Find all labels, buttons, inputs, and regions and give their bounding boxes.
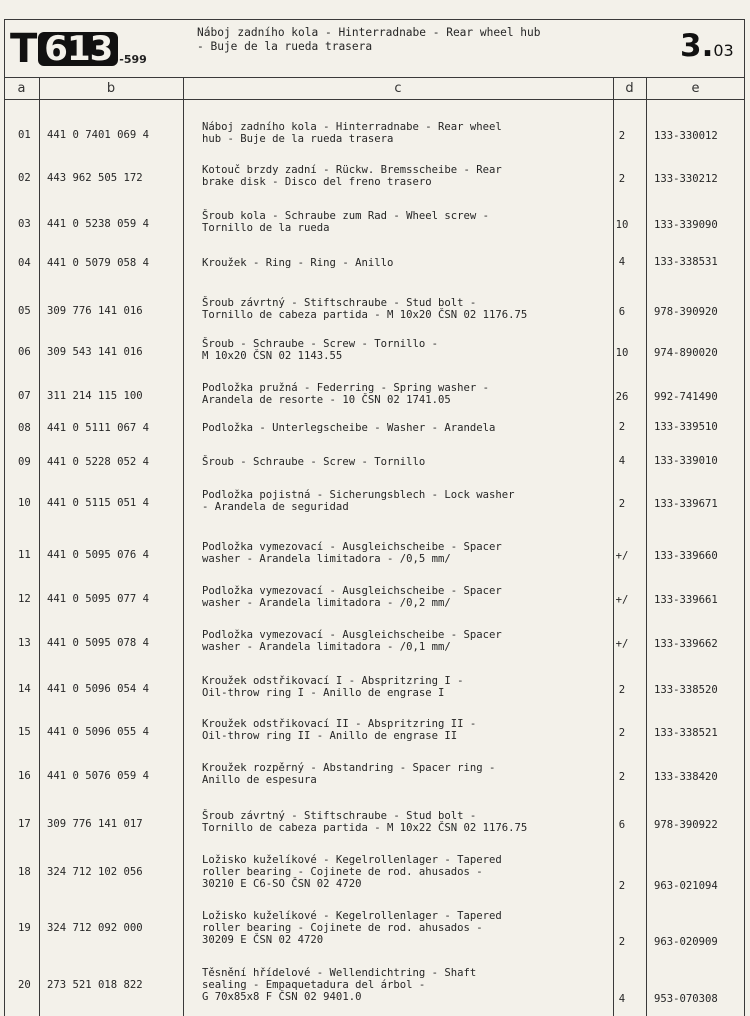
position-number: 02	[18, 172, 31, 184]
catalog-code: 133-339010	[654, 455, 718, 467]
quantity: 2	[618, 771, 626, 783]
position-number: 05	[18, 305, 31, 317]
catalog-code: 133-338520	[654, 684, 718, 696]
part-number: 441 0 5095 077 4	[47, 593, 150, 605]
description-line: Podložka vymezovací - Ausgleichscheibe - Spacer	[202, 629, 502, 641]
catalog-code: 133-330212	[654, 173, 718, 185]
description-line: M 10x20 ČSN 02 1143.55	[202, 350, 343, 362]
description-line: roller bearing - Cojinete de rod. ahusados -	[202, 922, 483, 934]
quantity: 6	[618, 819, 626, 831]
description-line: Kotouč brzdy zadní - Rückw. Bremsscheibe - Rear	[202, 164, 502, 176]
description-line: Anillo de espesura	[202, 774, 317, 786]
quantity: 2	[618, 684, 626, 696]
catalog-code: 133-339662	[654, 638, 718, 650]
page-header	[4, 19, 745, 78]
position-number: 13	[18, 637, 31, 649]
part-number: 441 0 5238 059 4	[47, 218, 150, 230]
position-number: 18	[18, 866, 31, 878]
quantity: 10	[615, 347, 629, 359]
position-number: 04	[18, 257, 31, 269]
tatra-logo	[10, 26, 147, 72]
quantity: +/	[615, 594, 629, 606]
description-line: Podložka - Unterlegscheibe - Washer - Arandela	[202, 422, 496, 434]
description-line: brake disk - Disco del freno trasero	[202, 176, 432, 188]
catalog-code: 978-390920	[654, 306, 718, 318]
page-title	[197, 26, 541, 54]
description-line: Kroužek odstřikovací II - Abspritzring II -	[202, 718, 477, 730]
description-line: Náboj zadního kola - Hinterradnabe - Rear wheel	[202, 121, 502, 133]
description-line: - Arandela de seguridad	[202, 501, 349, 513]
description-line: Kroužek rozpěrný - Abstandring - Spacer ring -	[202, 762, 496, 774]
description-line: G 70x85x8 F ČSN 02 9401.0	[202, 991, 362, 1003]
quantity: 2	[618, 173, 626, 185]
column-rule	[183, 78, 184, 1016]
part-number: 309 776 141 016	[47, 305, 143, 317]
logo-suffix: -599	[119, 52, 147, 66]
part-number: 441 0 5076 059 4	[47, 770, 150, 782]
column-rule	[646, 78, 647, 1016]
position-number: 11	[18, 549, 31, 561]
description-line: Šroub závrtný - Stiftschraube - Stud bolt -	[202, 297, 477, 309]
position-number: 08	[18, 422, 31, 434]
catalog-code: 963-020909	[654, 936, 718, 948]
position-number: 12	[18, 593, 31, 605]
position-number: 17	[18, 818, 31, 830]
title-line-1: Náboj zadního kola - Hinterradnabe - Rear wheel hub	[197, 26, 541, 39]
quantity: 2	[618, 421, 626, 433]
catalog-code: 974-890020	[654, 347, 718, 359]
quantity: 4	[618, 256, 626, 268]
description-line: Šroub závrtný - Stiftschraube - Stud bolt -	[202, 810, 477, 822]
catalog-code: 963-021094	[654, 880, 718, 892]
description-line: Arandela de resorte - 10 ČSN 02 1741.05	[202, 394, 451, 406]
catalog-code: 992-741490	[654, 391, 718, 403]
position-number: 16	[18, 770, 31, 782]
part-number: 311 214 115 100	[47, 390, 143, 402]
description-line: Podložka vymezovací - Ausgleichscheibe - Spacer	[202, 541, 502, 553]
description-line: roller bearing - Cojinete de rod. ahusados -	[202, 866, 483, 878]
description-line: washer - Arandela limitadora - /0,5 mm/	[202, 553, 451, 565]
position-number: 07	[18, 390, 31, 402]
description-line: washer - Arandela limitadora - /0,1 mm/	[202, 641, 451, 653]
quantity: 2	[618, 727, 626, 739]
description-line: Tornillo de la rueda	[202, 222, 330, 234]
quantity: 26	[615, 391, 629, 403]
column-header-a: a	[17, 81, 26, 96]
description-line: Podložka pojistná - Sicherungsblech - Lock washer	[202, 489, 515, 501]
part-number: 324 712 102 056	[47, 866, 143, 878]
page-number-major: 3.	[680, 28, 714, 64]
catalog-code: 133-338521	[654, 727, 718, 739]
quantity: 2	[618, 130, 626, 142]
quantity: 2	[618, 498, 626, 510]
part-number: 309 543 141 016	[47, 346, 143, 358]
description-line: Ložisko kuželíkové - Kegelrollenlager - Tapered	[202, 854, 502, 866]
part-number: 441 0 5115 051 4	[47, 497, 150, 509]
description-line: Kroužek - Ring - Ring - Anillo	[202, 257, 394, 269]
quantity: 4	[618, 455, 626, 467]
part-number: 441 0 5079 058 4	[47, 257, 150, 269]
description-line: Tornillo de cabeza partida - M 10x22 ČSN 02 1176.75	[202, 822, 528, 834]
quantity: 10	[615, 219, 629, 231]
description-line: washer - Arandela limitadora - /0,2 mm/	[202, 597, 451, 609]
catalog-code: 133-339660	[654, 550, 718, 562]
position-number: 09	[18, 456, 31, 468]
logo-model: 613	[38, 32, 118, 66]
catalog-code: 133-339661	[654, 594, 718, 606]
position-number: 20	[18, 979, 31, 991]
logo-letter: T	[10, 26, 37, 72]
catalog-code: 133-338420	[654, 771, 718, 783]
position-number: 03	[18, 218, 31, 230]
description-line: 30210 E C6-SO ČSN 02 4720	[202, 878, 362, 890]
column-header-row	[4, 78, 745, 100]
position-number: 14	[18, 683, 31, 695]
part-number: 441 0 5095 078 4	[47, 637, 150, 649]
quantity: 6	[618, 306, 626, 318]
column-rule	[39, 78, 40, 1016]
position-number: 10	[18, 497, 31, 509]
description-line: Šroub kola - Schraube zum Rad - Wheel screw -	[202, 210, 490, 222]
description-line: Ložisko kuželíkové - Kegelrollenlager - Tapered	[202, 910, 502, 922]
quantity: 4	[618, 993, 626, 1005]
description-line: Tornillo de cabeza partida - M 10x20 ČSN 02 1176.75	[202, 309, 528, 321]
page-number-minor: 03	[713, 41, 734, 60]
part-number: 441 0 7401 069 4	[47, 129, 150, 141]
position-number: 06	[18, 346, 31, 358]
description-line: 30209 E ČSN 02 4720	[202, 934, 324, 946]
catalog-code: 133-339671	[654, 498, 718, 510]
quantity: 2	[618, 880, 626, 892]
position-number: 01	[18, 129, 31, 141]
part-number: 441 0 5228 052 4	[47, 456, 150, 468]
description-line: Podložka vymezovací - Ausgleichscheibe - Spacer	[202, 585, 502, 597]
position-number: 19	[18, 922, 31, 934]
catalog-code: 133-339090	[654, 219, 718, 231]
catalog-code: 133-330012	[654, 130, 718, 142]
part-number: 309 776 141 017	[47, 818, 143, 830]
part-number: 441 0 5095 076 4	[47, 549, 150, 561]
part-number: 441 0 5111 067 4	[47, 422, 150, 434]
part-number: 273 521 018 822	[47, 979, 143, 991]
part-number: 324 712 092 000	[47, 922, 143, 934]
description-line: sealing - Empaquetadura del árbol -	[202, 979, 426, 991]
part-number: 441 0 5096 054 4	[47, 683, 150, 695]
column-header-d: d	[625, 81, 634, 96]
description-line: Těsnění hřídelové - Wellendichtring - Shaft	[202, 967, 477, 979]
column-header-b: b	[106, 81, 116, 96]
catalog-code: 953-070308	[654, 993, 718, 1005]
description-line: Kroužek odstřikovací I - Abspritzring I -	[202, 675, 464, 687]
description-line: hub - Buje de la rueda trasera	[202, 133, 394, 145]
description-line: Oil-throw ring I - Anillo de engrase I	[202, 687, 445, 699]
position-number: 15	[18, 726, 31, 738]
column-header-c: c	[394, 81, 402, 96]
quantity: +/	[615, 638, 629, 650]
title-line-2: - Buje de la rueda trasera	[197, 40, 373, 53]
column-header-e: e	[691, 81, 700, 96]
part-number: 443 962 505 172	[47, 172, 143, 184]
catalog-code: 978-390922	[654, 819, 718, 831]
page-number	[680, 28, 734, 64]
description-line: Oil-throw ring II - Anillo de engrase II	[202, 730, 458, 742]
catalog-code: 133-338531	[654, 256, 718, 268]
description-line: Šroub - Schraube - Screw - Tornillo -	[202, 338, 438, 350]
part-number: 441 0 5096 055 4	[47, 726, 150, 738]
description-line: Šroub - Schraube - Screw - Tornillo	[202, 456, 426, 468]
quantity: 2	[618, 936, 626, 948]
catalog-code: 133-339510	[654, 421, 718, 433]
description-line: Podložka pružná - Federring - Spring washer -	[202, 382, 490, 394]
quantity: +/	[615, 550, 629, 562]
